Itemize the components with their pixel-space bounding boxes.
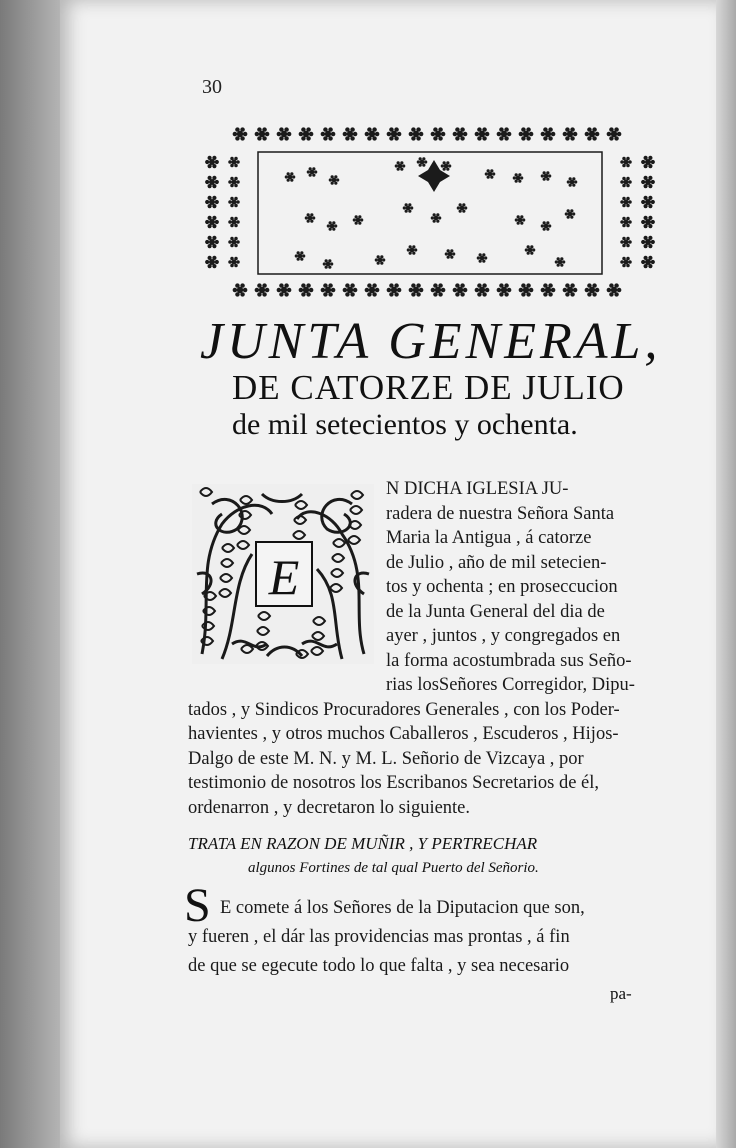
page-subtitle-date: de mil setecientos y ochenta. bbox=[232, 408, 578, 441]
text-line: ayer , juntos , y congregados en bbox=[386, 626, 621, 646]
text-line: y fueren , el dár las providencias mas prontas , á fin bbox=[188, 927, 570, 947]
text-line: N DICHA IGLESIA JU- bbox=[386, 479, 569, 499]
text-line: tos y ochenta ; en proseccucion bbox=[386, 577, 618, 597]
text-line: la forma acostumbrada sus Seño- bbox=[386, 650, 632, 671]
catchword: pa- bbox=[610, 984, 632, 1003]
text-line: radera de nuestra Señora Santa bbox=[386, 503, 615, 524]
text-line: ordenarron , y decretaron lo siguiente. bbox=[188, 797, 471, 818]
text-line: testimonio de nosotros los Escribanos Secretarios de él, bbox=[188, 773, 600, 793]
text-line: de que se egecute todo lo que falta , y sea necesario bbox=[188, 956, 570, 976]
text-line: rias losSeñores Corregidor, Dipu- bbox=[386, 675, 635, 695]
page-title: JUNTA GENERAL, bbox=[200, 313, 662, 370]
dropcap-letter: S bbox=[184, 879, 211, 932]
decorative-border-icon bbox=[200, 122, 660, 302]
page-gutter-shadow bbox=[0, 0, 60, 1148]
text-line: Dalgo de este M. N. y M. L. Señorio de Vizcaya , por bbox=[188, 748, 584, 769]
section-heading: TRATA EN RAZON DE MUÑIR , Y PERTRECHAR bbox=[188, 834, 538, 853]
initial-letter: E bbox=[268, 549, 300, 605]
text-line: tados , y Sindicos Procuradores Generales , con los Poder- bbox=[188, 699, 620, 720]
decorated-initial-icon bbox=[192, 484, 374, 664]
text-line: havientes , y otros muchos Caballeros , Escuderos , Hijos- bbox=[188, 724, 619, 744]
section-subheading: algunos Fortines de tal qual Puerto del Señorio. bbox=[248, 860, 539, 876]
text-line: E comete á los Señores de la Diputacion que son, bbox=[220, 898, 585, 918]
page-number: 30 bbox=[202, 76, 222, 98]
text-line: Maria la Antigua , á catorze bbox=[386, 528, 592, 548]
page-edge bbox=[716, 0, 736, 1148]
text-line: de la Junta General del dia de bbox=[386, 601, 605, 622]
page-subtitle: DE CATORZE DE JULIO bbox=[232, 368, 625, 407]
text-line: de Julio , año de mil setecien- bbox=[386, 552, 607, 573]
